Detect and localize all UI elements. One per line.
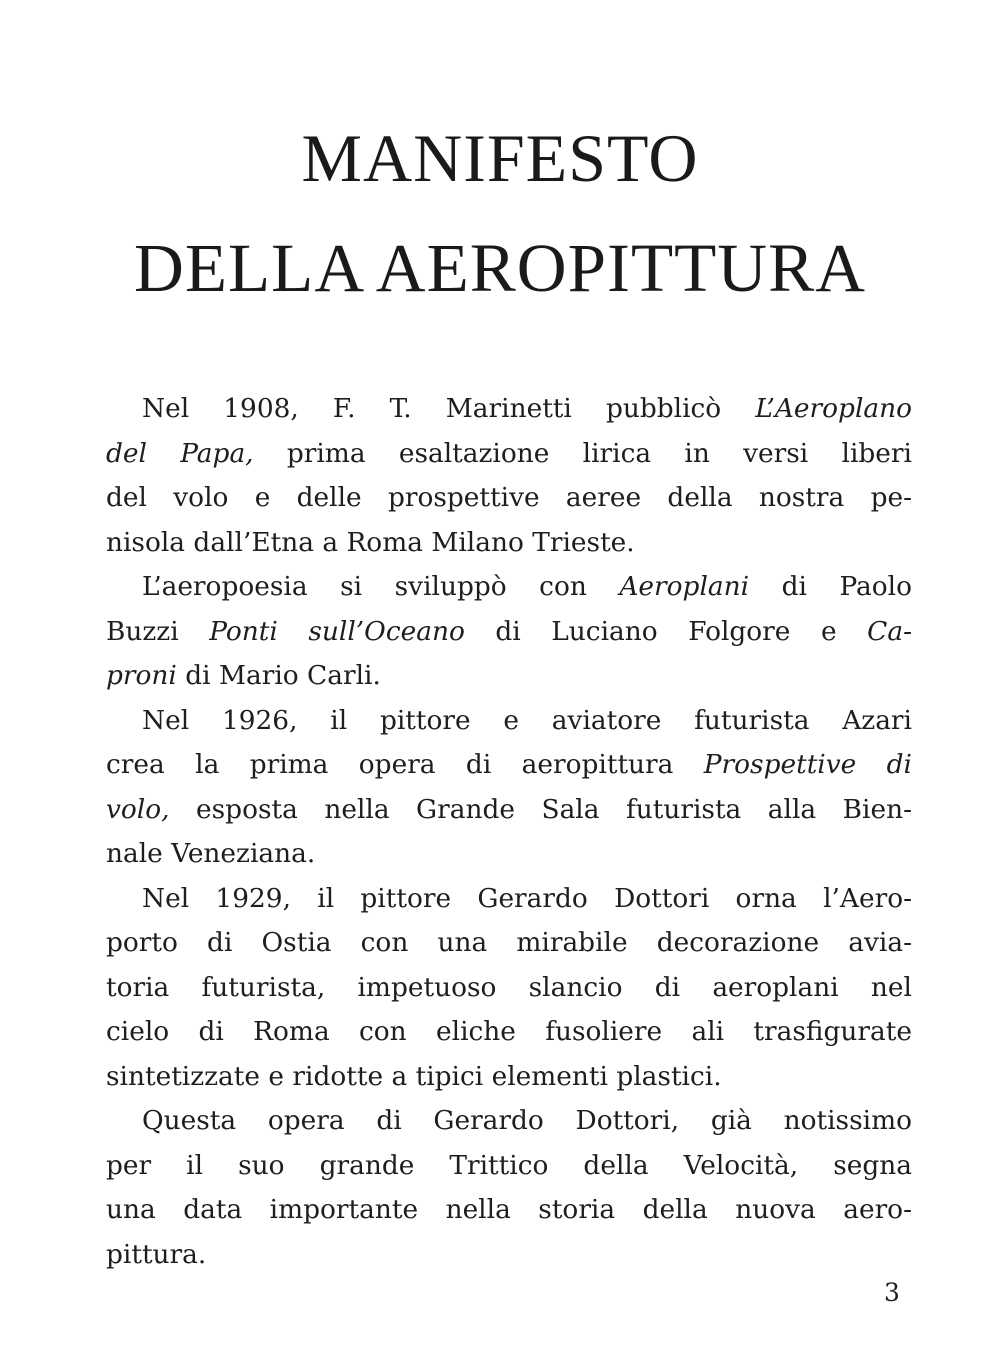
text-line [106,699,912,744]
text-line [106,432,912,477]
title-line-1: MANIFESTO [301,120,699,196]
text-segment: del volo e delle prospettive aeree della nostra pe- [106,482,912,513]
text-line [106,966,912,1011]
paragraph [106,699,912,877]
italic-title-text: Ca- [867,615,912,647]
text-line [106,877,912,922]
text-segment: prima esaltazione lirica in versi liberi [253,437,912,469]
text-segment: Nel 1926, il pittore e aviatore futurista Azari [142,704,912,736]
text-segment: crea la prima opera di aeropittura [106,749,704,780]
text-line [106,921,912,966]
title-line-2: DELLA AEROPITTURA [134,230,866,306]
text-segment: Questa opera di Gerardo Dottori, già notissimo [142,1105,912,1136]
text-line [106,521,912,566]
italic-title-text: Ponti sull’Oceano [209,615,465,647]
italic-title-text: proni [106,660,177,691]
text-segment: per il suo grande Trittico della Velocità, segna [106,1149,912,1181]
text-segment: di Mario Carli. [176,660,381,691]
text-segment: di Luciano Folgore e [464,615,868,647]
text-line [106,565,912,610]
text-segment: nisola dall’Etna a Roma Milano Trieste. [106,526,635,558]
paragraph [106,387,912,565]
italic-title-text: L’Aeroplano [755,393,912,424]
italic-title-text: Aeroplani [619,571,750,602]
text-line [106,654,912,699]
italic-title-text: del Papa, [106,437,254,469]
text-line [106,788,912,833]
text-line [106,832,912,877]
text-segment: porto di Ostia con una mirabile decorazione avia- [106,927,912,958]
text-segment: nale Veneziana. [106,838,316,869]
text-segment: Nel 1908, F. T. Marinetti pubblicò [142,393,756,424]
text-line [106,1144,912,1189]
italic-title-text: Prospettive di [703,749,912,780]
text-segment: di Paolo [749,571,912,602]
text-line [106,743,912,788]
text-segment: sintetizzate e ridotte a tipici elementi plastici. [106,1060,722,1092]
italic-title-text: volo, [106,793,170,825]
page-number: 3 [884,1278,900,1307]
text-line [106,1188,912,1233]
text-segment: Buzzi [106,615,210,647]
text-line [106,1055,912,1100]
text-line [106,387,912,432]
paragraph [106,877,912,1100]
text-segment: cielo di Roma con eliche fusoliere ali trasfigurate [106,1016,912,1047]
text-segment: Nel 1929, il pittore Gerardo Dottori orna l’Aero- [142,882,912,914]
text-line [106,476,912,521]
text-segment: L’aeropoesia si sviluppò con [142,571,620,602]
text-segment: toria futurista, impetuoso slancio di aeroplani nel [106,971,912,1003]
text-line [106,1099,912,1144]
text-line [106,610,912,655]
body-text [106,387,912,1277]
text-segment: pittura. [106,1238,207,1270]
paragraph [106,1099,912,1277]
text-segment: esposta nella Grande Sala futurista alla Bien- [169,793,912,825]
text-segment: una data importante nella storia della nuova aero- [106,1194,912,1225]
text-line [106,1233,912,1278]
paragraph [106,565,912,699]
text-line [106,1010,912,1055]
